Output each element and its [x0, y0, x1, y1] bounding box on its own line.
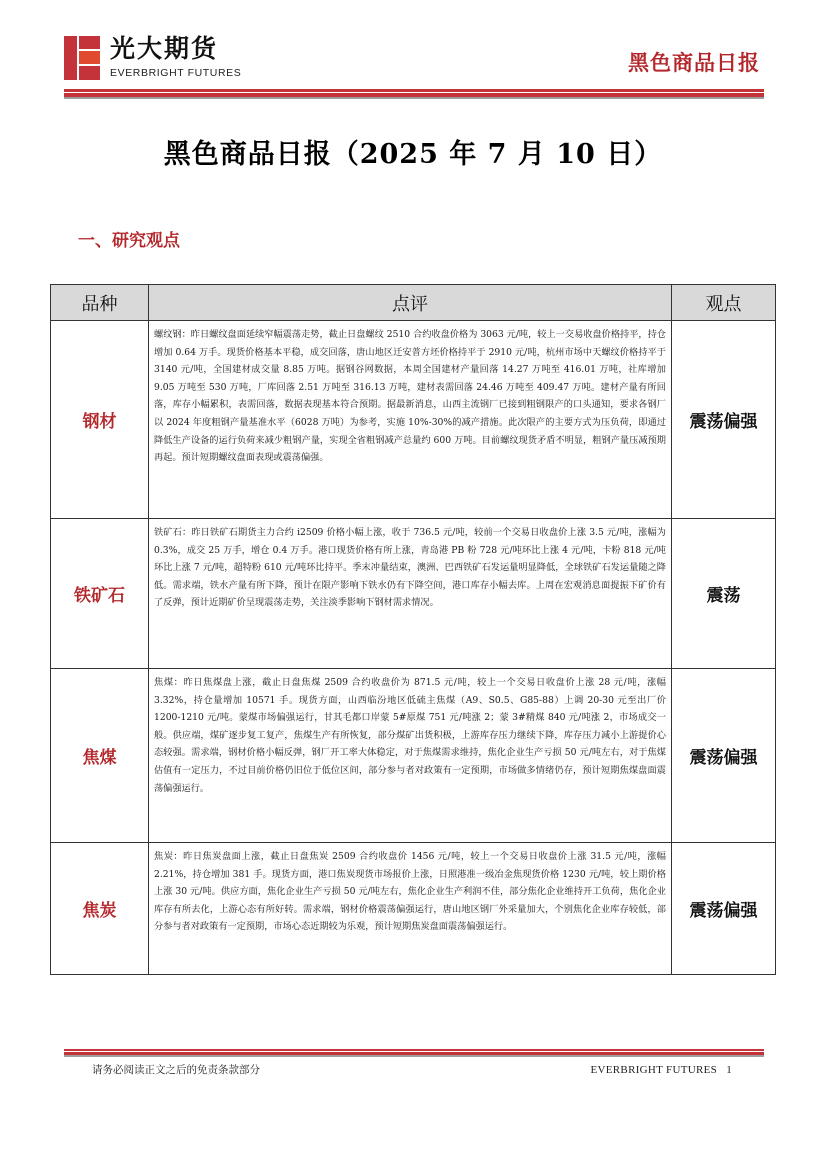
footer-divider-shadow	[64, 1055, 764, 1057]
comment-cell: 螺纹钢：昨日螺纹盘面延续窄幅震荡走势，截止日盘螺纹 2510 合约收盘价格为 3063 元/吨，较上一交易收盘价格持平，持仓增加 0.64 万手。现货价格基本平稳，成交回落，唐山地区迁安普方坯价格持平于 2910 元/吨，杭州市场中天螺纹价格持平于 3140 元/吨，全国建材成交量 8.85 万吨。据钢谷网数据，本周全国建材产量回落 14.27 万吨至 416.01 万吨，社库增加 9.05 万吨至 530 万吨，厂库回落 2.51 万吨至 316.13 万吨，建材表需回落 24.46 万吨至 409.47 万吨。建材产量有所回落，库存小幅累积，表需回落，数据表现基本符合预期。据最新消息，山西主流钢厂已接到粗钢限产的口头通知，要求各钢厂以 2024 年度粗钢产量基准水平（6028 万吨）为参考，实施 10%-30%的减产措施。此次限产的主要方式为压负荷，即通过降低生产设备的运行负荷来减少粗钢产量，实现全省粗钢减产总量约 600 万吨。目前螺纹现货矛盾不明显，粗钢产量压减预期再起。预计短期螺纹盘面表现或震荡偏强。	[149, 321, 672, 519]
comment-cell: 焦煤：昨日焦煤盘上涨，截止日盘焦煤 2509 合约收盘价为 871.5 元/吨，较上一个交易日收盘价上涨 28 元/吨，涨幅 3.32%，持仓量增加 10571 手。现货方面，山西临汾地区低硫主焦煤（A9、S0.5、G85-88）上调 20-30 元至出厂价 1200-1210 元/吨。蒙煤市场偏强运行，甘其毛都口岸蒙 5#原煤 751 元/吨涨 2；蒙 3#精煤 840 元/吨涨 2，市场成交一般。供应端，煤矿逐步复工复产，焦煤生产有所恢复，部分煤矿出货积极，上游库存压力继续下降，库存压力减小上游提价心态较强。需求端，钢材价格小幅反弹，钢厂开工率大体稳定，对于焦煤需求维持，焦化企业生产亏损 50 元/吨左右，对于焦煤估值有一定压力，不过目前价格仍旧位于低位区间，部分参与者对政策有一定预期，市场做多情绪仍存，预计短期焦煤盘面震荡偏强运行。	[149, 669, 672, 843]
report-type-label: 黑色商品日报	[628, 51, 760, 75]
table-header-row	[51, 285, 776, 321]
everbright-logo-icon	[64, 36, 100, 80]
research-views-table	[50, 284, 776, 975]
view-cell: 震荡偏强	[672, 843, 776, 975]
view-cell: 震荡偏强	[672, 321, 776, 519]
category-cell: 焦炭	[51, 843, 149, 975]
table-row-steel	[51, 321, 776, 519]
document-title: 黑色商品日报（2025 年 7 月 10 日）	[163, 139, 663, 170]
header-comment: 点评	[149, 285, 672, 321]
category-cell: 铁矿石	[51, 519, 149, 669]
section-heading: 一、研究观点	[78, 231, 180, 251]
footer-company: EVERBRIGHT FUTURES	[590, 1064, 718, 1076]
page-number: 1	[726, 1064, 732, 1076]
table-row-coke	[51, 843, 776, 975]
brand-name-cn: 光大期货	[110, 34, 219, 63]
header-divider-shadow	[64, 97, 764, 99]
table-row-iron-ore	[51, 519, 776, 669]
view-cell: 震荡	[672, 519, 776, 669]
view-cell: 震荡偏强	[672, 669, 776, 843]
footer-company-page	[591, 1063, 732, 1077]
brand-name-en: EVERBRIGHT FUTURES	[110, 67, 242, 79]
category-cell: 焦煤	[51, 669, 149, 843]
header-divider	[64, 89, 764, 97]
header-category: 品种	[51, 285, 149, 321]
header-view: 观点	[672, 285, 776, 321]
comment-cell: 铁矿石：昨日铁矿石期货主力合约 i2509 价格小幅上涨，收于 736.5 元/吨，较前一个交易日收盘价上涨 3.5 元/吨，涨幅为 0.3%，成交 25 万手，增仓 0.4 万手。港口现货价格有所上涨，青岛港 PB 粉 728 元/吨环比上涨 4 元/吨，卡粉 818 元/吨环比上涨 7 元/吨，超特粉 610 元/吨环比持平。季末冲量结束，澳洲、巴西铁矿石发运量明显降低，全球铁矿石发运量随之降低。需求端，铁水产量有所下降，预计在限产影响下铁水仍有下降空间，港口库存小幅去库。上周在宏观消息面提振下矿价有了反弹，预计近期矿价呈现震荡走势，关注淡季影响下钢材需求情况。	[149, 519, 672, 669]
footer-disclaimer: 请务必阅读正文之后的免责条款部分	[92, 1064, 260, 1076]
category-cell: 钢材	[51, 321, 149, 519]
comment-cell: 焦炭：昨日焦炭盘面上涨，截止日盘焦炭 2509 合约收盘价 1456 元/吨，较上一个交易日收盘价上涨 31.5 元/吨，涨幅 2.21%，持仓增加 381 手。现货方面，港口焦炭现货市场报价上涨，日照港准一级冶金焦现货价格 1230 元/吨，较上期价格上涨 30 元/吨。供应方面，焦化企业生产亏损 50 元/吨左右，焦化企业生产利润不佳，部分焦化企业维持开工负荷，焦化企业库存有所去化，上游心态有所好转。需求端，钢材价格震荡偏强运行，唐山地区钢厂外采量加大，个别焦化企业库存较低，部分参与者对政策有一定预期，市场心态近期较为乐观，预计短期焦炭盘面震荡偏强运行。	[149, 843, 672, 975]
table-row-coking-coal	[51, 669, 776, 843]
